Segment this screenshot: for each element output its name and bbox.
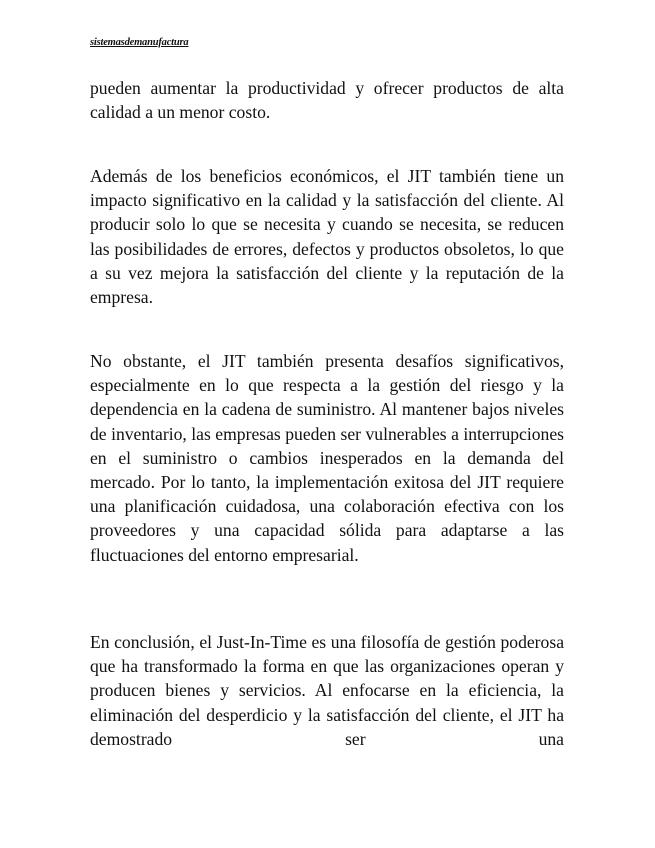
running-header: sistemasdemanufactura <box>90 37 189 48</box>
paragraph-conclusion: En conclusión, el Just-In-Time es una filosofía de gestión poderosa que ha transformado la forma en que las organizaciones operan y producen bienes y servicios. Al enfocarse en la eficiencia, la eliminación del desperdicio y la satisfacción del cliente, el JIT ha demostrado ser una <box>90 632 564 749</box>
paragraph-quality-benefits: Además de los beneficios económicos, el JIT también tiene un impacto significativo en la calidad y la satisfacción del cliente. Al producir solo lo que se necesita y cuando se necesita, se reducen las posibilidades de errores, defectos y productos obsoletos, lo que a su vez mejora la satisfacción del cliente y la reputación de la empresa. <box>90 166 564 308</box>
paragraph-challenges: No obstante, el JIT también presenta desafíos significativos, especialmente en lo que respecta a la gestión del riesgo y la dependencia en la cadena de suministro. Al mantener bajos niveles de inventario, las empresas pueden ser vulnerables a interrupciones en el suministro o cambios inesperados en la demanda del mercado. Por lo tanto, la implementación exitosa del JIT requiere una planificación cuidadosa, una colaboración efectiva con los proveedores y una capacidad sólida para adaptarse a las fluctuaciones del entorno empresarial. <box>90 351 564 565</box>
paragraph-productivity: pueden aumentar la productividad y ofrecer productos de alta calidad a un menor costo. <box>90 78 564 123</box>
